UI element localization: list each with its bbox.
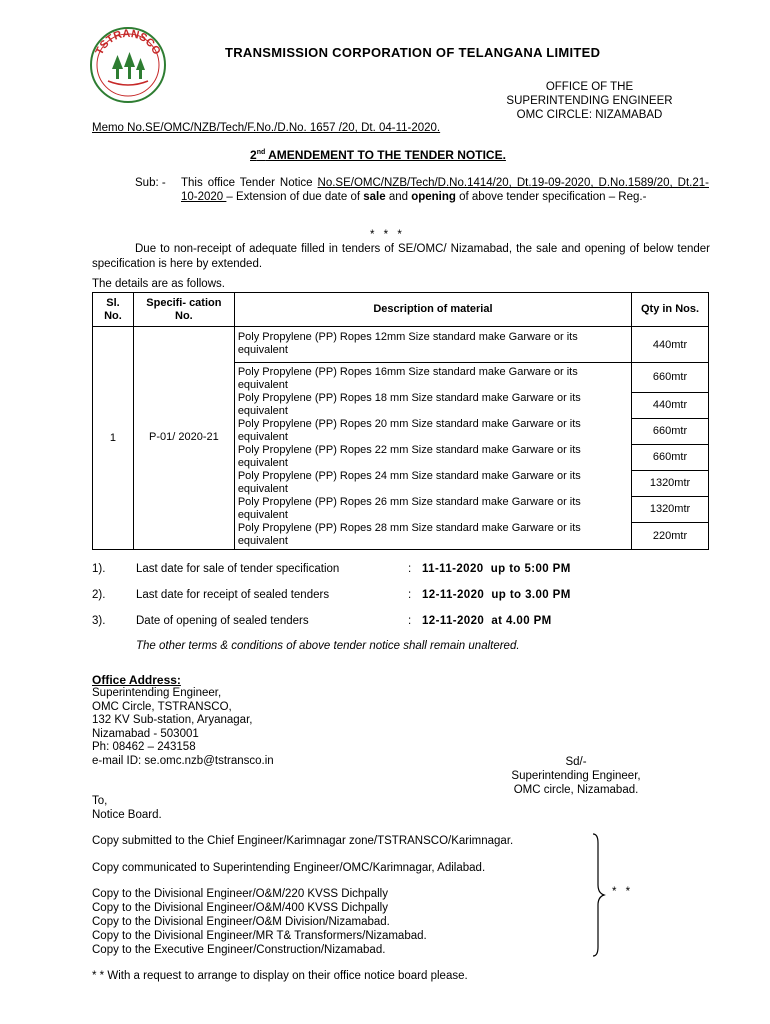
table-row — [93, 327, 709, 363]
tstransco-logo — [88, 25, 168, 105]
date-number: 2). — [92, 589, 106, 601]
material-description: Poly Propylene (PP) Ropes 26 mm Size standard make Garware or its equivalent — [234, 496, 631, 522]
subject-text: This office Tender Notice — [181, 177, 318, 189]
material-description: Poly Propylene (PP) Ropes 24 mm Size standard make Garware or its equivalent — [234, 470, 631, 496]
date-colon: : — [408, 589, 412, 601]
date-value: 12-11-2020 at 4.00 PM — [422, 615, 552, 627]
material-qty: 440mtr — [632, 327, 709, 363]
terms-note: The other terms & conditions of above tender notice shall remain unaltered. — [136, 640, 520, 652]
recipient-line: Notice Board. — [92, 809, 162, 821]
date-label: Last date for receipt of sealed tenders — [136, 589, 330, 601]
material-qty: 660mtr — [632, 418, 709, 444]
date-value: 12-11-2020 up to 3.00 PM — [422, 589, 571, 601]
subject-opening: opening — [411, 190, 456, 203]
copy-line: Copy communicated to Superintending Engineer/OMC/Karimnagar, Adilabad. — [92, 862, 486, 874]
material-qty: 660mtr — [632, 444, 709, 470]
signature-line: Superintending Engineer, — [511, 770, 641, 782]
subject-sale: sale — [363, 190, 386, 203]
address-line: Superintending Engineer, — [92, 687, 222, 699]
copy-line: Copy to the Executive Engineer/Construction/Nizamabad. — [92, 944, 386, 956]
right-brace — [592, 833, 606, 957]
amendment-title: AMENDEMENT TO THE TENDER NOTICE. — [265, 148, 506, 162]
address-line: Ph: 08462 – 243158 — [92, 741, 196, 753]
recipient-line: To, — [92, 795, 108, 807]
material-description: Poly Propylene (PP) Ropes 16mm Size standard make Garware or its equivalent — [234, 363, 631, 393]
subject-text: and — [385, 190, 412, 203]
material-qty: 660mtr — [632, 363, 709, 393]
material-qty: 440mtr — [632, 392, 709, 418]
date-colon: : — [408, 563, 412, 575]
material-description: Poly Propylene (PP) Ropes 28 mm Size standard make Garware or its equivalent — [234, 522, 631, 549]
date-colon: : — [408, 615, 412, 627]
recipient-block — [92, 794, 162, 822]
date-number: 3). — [92, 615, 106, 627]
subject-reference: No.SE/OMC/NZB/Tech/D.No.1414/20, Dt.19-09-2020, D.No.1589/20, Dt.21-10-2020 — [181, 177, 709, 203]
spec-value: P-01/ 2020-21 — [133, 327, 234, 550]
material-description: Poly Propylene (PP) Ropes 12mm Size standard make Garware or its equivalent — [234, 327, 631, 363]
copy-line: Copy to the Divisional Engineer/O&M Division/Nizamabad. — [92, 916, 390, 928]
sl-value: 1 — [93, 327, 134, 550]
table-header-row — [93, 293, 709, 327]
subject-body — [181, 177, 709, 204]
subject-text: of above tender specification – Reg.- — [455, 190, 647, 203]
memo-number: Memo No.SE/OMC/NZB/Tech/F.No./D.No. 1657 /20, Dt. 04-11-2020. — [92, 122, 441, 134]
material-description: Poly Propylene (PP) Ropes 18 mm Size standard make Garware or its equivalent — [234, 392, 631, 418]
material-qty: 1320mtr — [632, 496, 709, 522]
amendment-heading — [250, 148, 506, 162]
copy-line: Copy to the Divisional Engineer/MR T& Transformers/Nizamabad. — [92, 930, 427, 942]
material-qty: 220mtr — [632, 522, 709, 549]
date-row — [92, 563, 712, 589]
footnote: * * With a request to arrange to display on their office notice board please. — [92, 970, 468, 982]
copy-line: Copy to the Divisional Engineer/O&M/400 KVSS Dichpally — [92, 902, 388, 914]
header-sl-no: Sl. No. — [93, 293, 134, 327]
header-description: Description of material — [234, 293, 631, 327]
brace-stars: * * — [612, 886, 634, 898]
material-description: Poly Propylene (PP) Ropes 20 mm Size standard make Garware or its equivalent — [234, 418, 631, 444]
office-address — [92, 687, 274, 768]
address-line: 132 KV Sub-station, Aryanagar, — [92, 714, 253, 726]
amendment-ordinal: 2 — [250, 148, 257, 162]
material-qty: 1320mtr — [632, 470, 709, 496]
date-value: 11-11-2020 up to 5:00 PM — [422, 563, 571, 575]
date-label: Last date for sale of tender specification — [136, 563, 340, 575]
date-row — [92, 615, 712, 641]
address-line: Nizamabad - 503001 — [92, 727, 199, 740]
address-line: OMC Circle, TSTRANSCO, — [92, 700, 232, 713]
header-qty: Qty in Nos. — [632, 293, 709, 327]
subject-label: Sub: - — [135, 177, 166, 189]
date-label: Date of opening of sealed tenders — [136, 615, 309, 627]
copy-line: Copy submitted to the Chief Engineer/Karimnagar zone/TSTRANSCO/Karimnagar. — [92, 835, 514, 847]
copy-line: Copy to the Divisional Engineer/O&M/220 KVSS Dichpally — [92, 888, 388, 900]
logo-text: TSTRANSCO — [93, 27, 163, 57]
signature-line: OMC circle, Nizamabad. — [513, 784, 639, 796]
subject-text: – Extension of due date of — [226, 190, 364, 203]
office-line: SUPERINTENDING ENGINEER — [506, 95, 673, 107]
address-email: e-mail ID: se.omc.nzb@tstransco.in — [92, 754, 274, 767]
corporation-title: TRANSMISSION CORPORATION OF TELANGANA LIMITED — [225, 45, 601, 60]
amendment-ordinal-suffix: nd — [256, 149, 266, 156]
details-line: The details are as follows. — [92, 278, 225, 290]
office-line: OMC CIRCLE: NIZAMABAD — [516, 109, 663, 121]
signature-line: Sd/- — [565, 756, 587, 768]
materials-table — [92, 292, 709, 550]
office-block — [497, 80, 682, 122]
office-address-heading: Office Address: — [92, 673, 181, 687]
body-paragraph: Due to non-receipt of adequate filled in tenders of SE/OMC/ Nizamabad, the sale and opening of below tender specification is here by extended. — [92, 243, 710, 270]
office-line: OFFICE OF THE — [545, 81, 634, 93]
date-row — [92, 589, 712, 615]
material-description: Poly Propylene (PP) Ropes 22 mm Size standard make Garware or its equivalent — [234, 444, 631, 470]
signature-block — [497, 755, 655, 797]
header-spec-no: Specifi- cation No. — [133, 293, 234, 327]
important-dates — [92, 563, 712, 641]
section-stars: * * * — [370, 229, 405, 241]
date-number: 1). — [92, 563, 106, 575]
